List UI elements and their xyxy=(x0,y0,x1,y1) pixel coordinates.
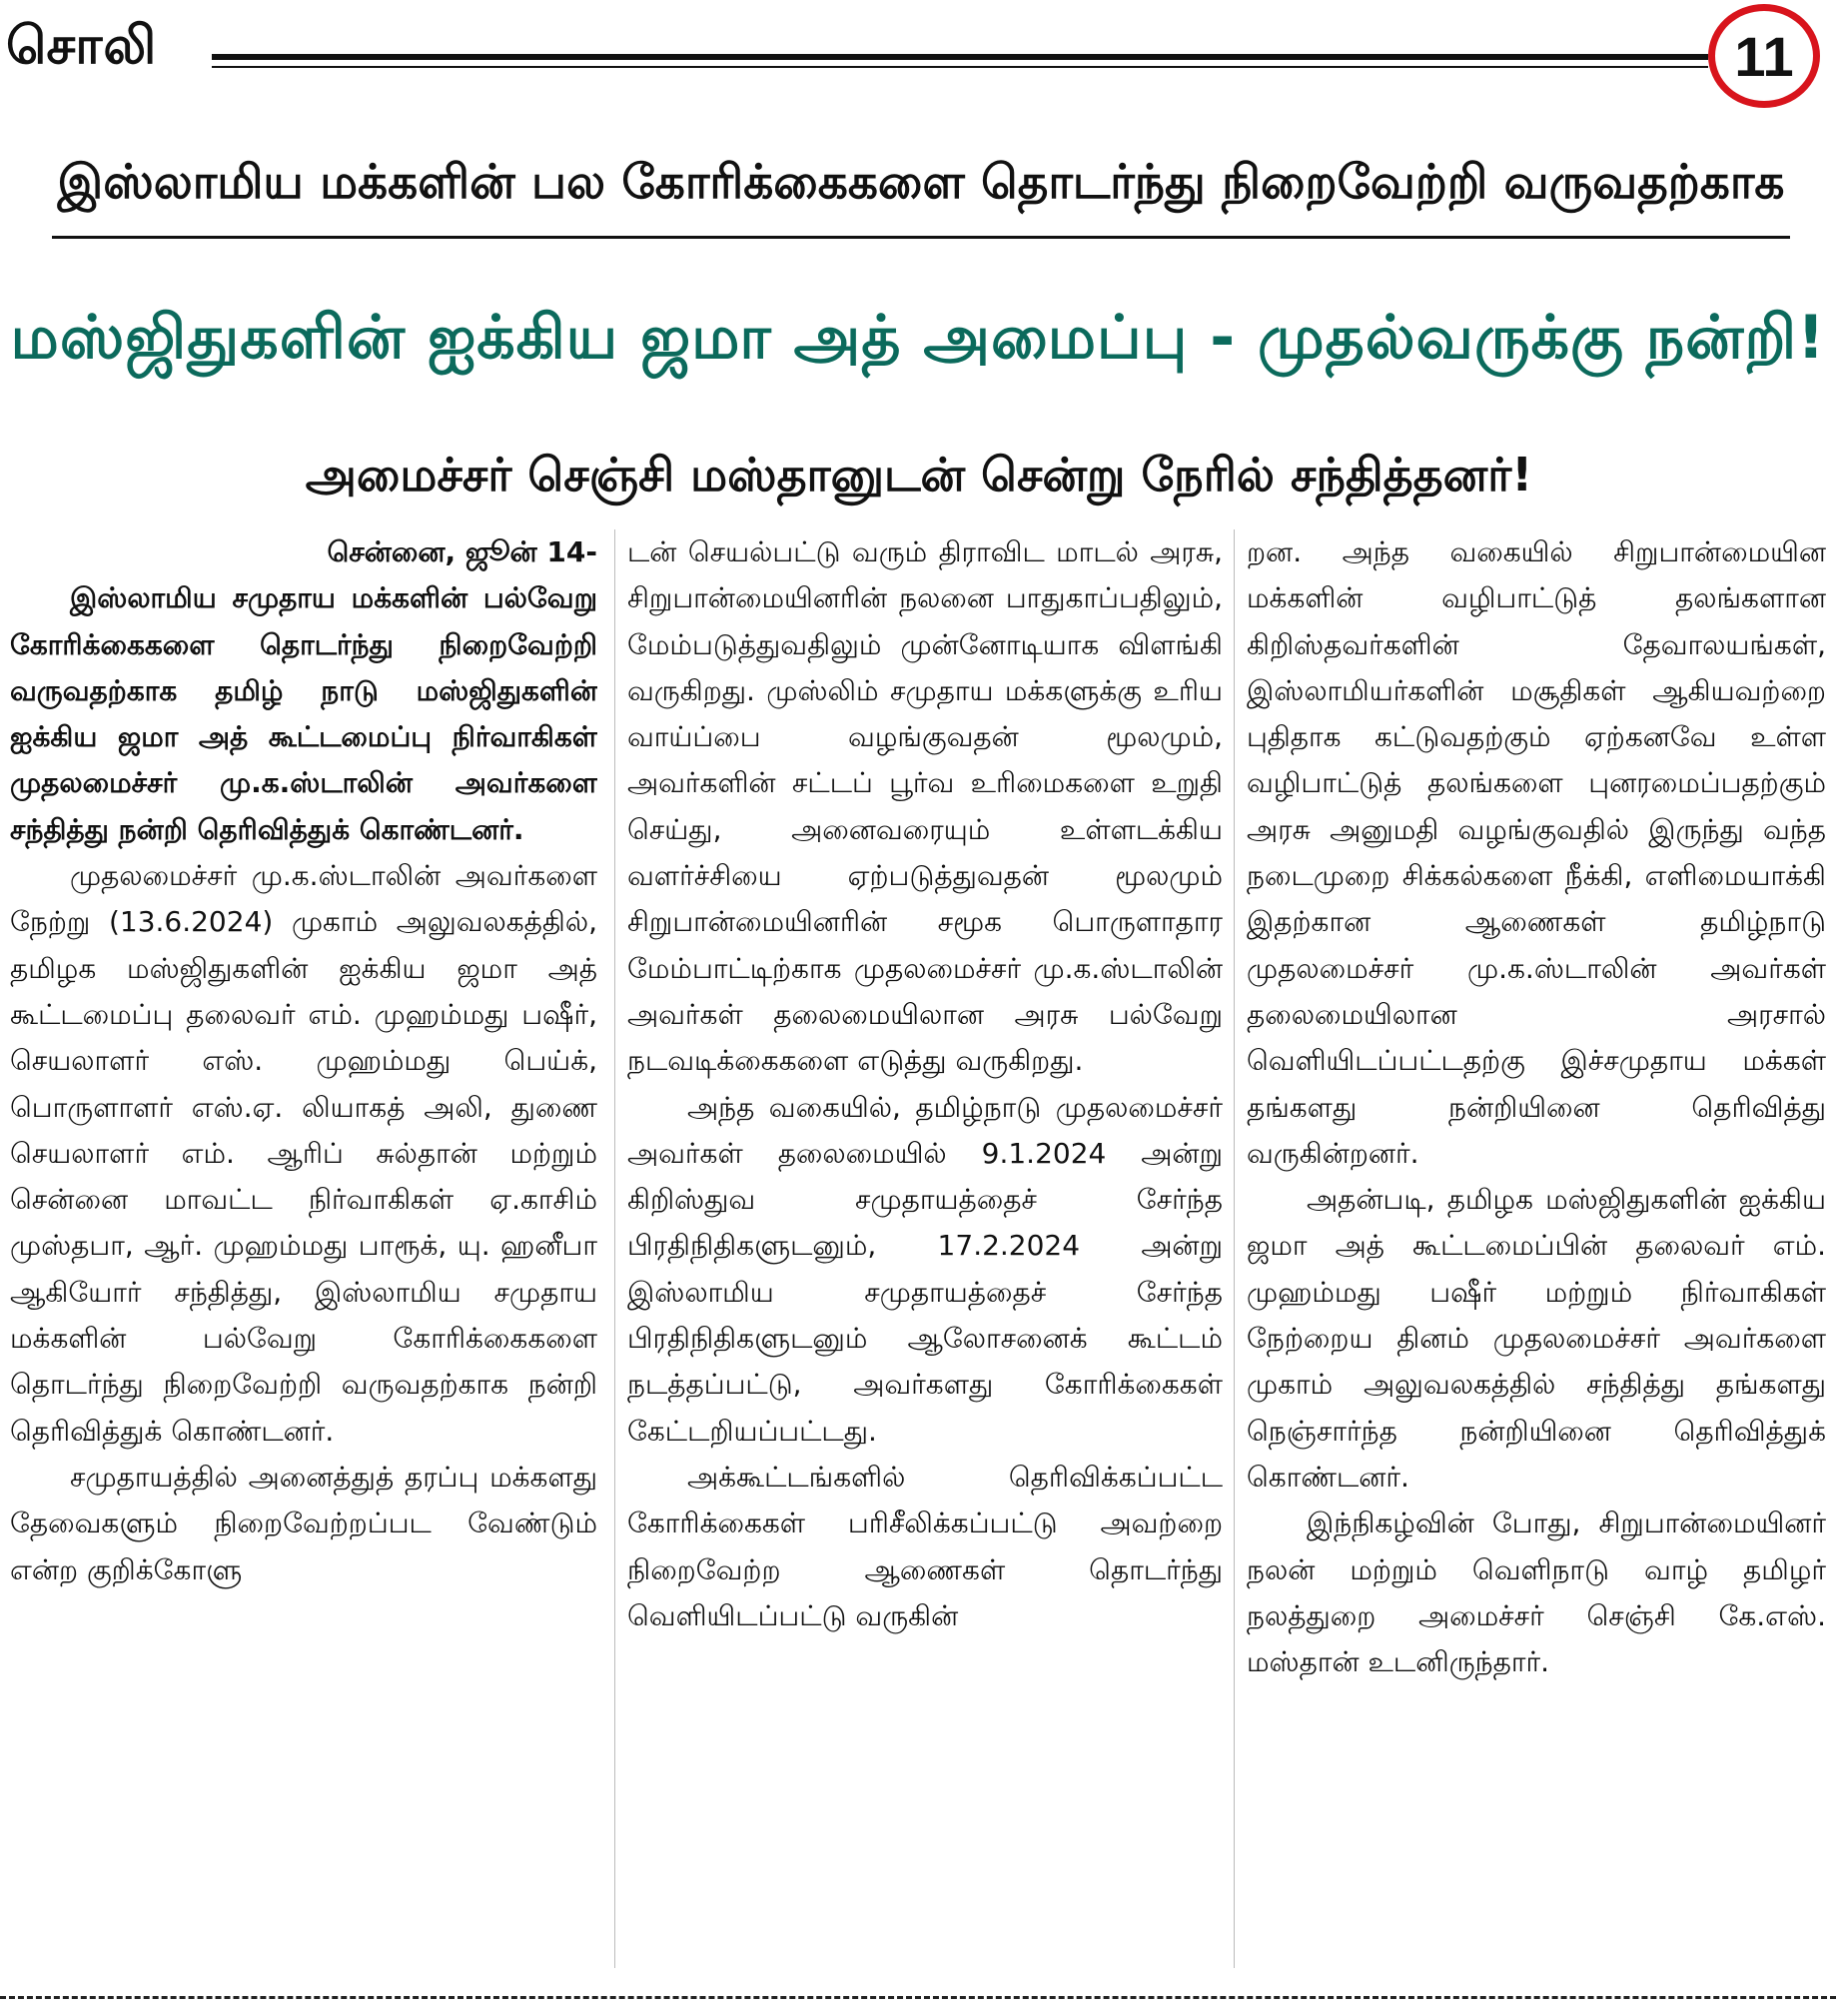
masthead xyxy=(0,0,1836,120)
kicker-divider xyxy=(52,236,1790,239)
column-divider xyxy=(614,529,615,1968)
article-headline: மஸ்ஜிதுகளின் ஐக்கிய ஜமா அத் அமைப்பு - முதல்வருக்கு நன்றி! xyxy=(10,303,1826,373)
lead-paragraph: இஸ்லாமிய சமுதாய மக்களின் பல்வேறு கோரிக்கைகளை தொடர்ந்து நிறைவேற்றி வருவதற்காக தமிழ் நாடு மஸ்ஜிதுகளின் ஐக்கிய ஜமா அத் கூட்டமைப்பு நிர்வாகிகள் முதலமைச்சர் மு.க.ஸ்டாலின் அவர்களை சந்தித்து நன்றி தெரிவித்துக் கொண்டனர். xyxy=(10,581,597,846)
body-paragraph: றன. அந்த வகையில் சிறுபான்மையின மக்களின் வழிபாட்டுத் தலங்களான கிறிஸ்தவர்களின் தேவாலயங்கள், இஸ்லாமியர்களின் மசூதிகள் ஆகியவற்றை புதிதாக கட்டுவதற்கும் ஏற்கனவே உள்ள வழிபாட்டுத் தலங்களை புனரமைப்பதற்கும் அரசு அனுமதி வழங்குவதில் இருந்து வந்த நடைமுறை சிக்கல்களை நீக்கி, எளிமையாக்கி இதற்கான ஆணைகள் தமிழ்நாடு முதலமைச்சர் மு.க.ஸ்டாலின் அவர்கள் தலைமையிலான அரசால் வெளியிடப்பட்டதற்கு இச்சமுதாய மக்கள் தங்களது நன்றியினை தெரிவித்து வருகின்றனர். xyxy=(1247,535,1826,1170)
article-column-1 xyxy=(10,529,597,1968)
page-bottom-rule xyxy=(0,1996,1836,1999)
article-body xyxy=(10,529,1826,1968)
article-column-3 xyxy=(1247,529,1826,1968)
article-subheadline: அமைச்சர் செஞ்சி மஸ்தானுடன் சென்று நேரில் சந்தித்தனர்! xyxy=(305,447,1533,502)
dateline: சென்னை, ஜூன் 14- xyxy=(327,535,597,568)
masthead-rule-thin xyxy=(212,66,1708,68)
body-paragraph: அந்த வகையில், தமிழ்நாடு முதலமைச்சர் அவர்கள் தலைமையில் 9.1.2024 அன்று கிறிஸ்துவ சமுதாயத்தைச் சேர்ந்த பிரதிநிதிகளுடனும், 17.2.2024 அன்று இஸ்லாமிய சமுதாயத்தைச் சேர்ந்த பிரதிநிதிகளுடனும் ஆலோசனைக் கூட்டம் நடத்தப்பட்டு, அவர்களது கோரிக்கைகள் கேட்டறியப்பட்டது. xyxy=(627,1090,1223,1448)
newspaper-name: சொலி xyxy=(6,16,158,76)
body-paragraph: அதன்படி, தமிழக மஸ்ஜிதுகளின் ஐக்கிய ஜமா அத் கூட்டமைப்பின் தலைவர் எம். முஹம்மது பஷீர் மற்றும் நிர்வாகிகள் நேற்றைய தினம் முதலமைச்சர் அவர்களை முகாம் அலுவலகத்தில் சந்தித்து தங்களது நெஞ்சார்ந்த நன்றியினை தெரிவித்துக் கொண்டனர். xyxy=(1247,1183,1826,1494)
body-paragraph: டன் செயல்பட்டு வரும் திராவிட மாடல் அரசு, சிறுபான்மையினரின் நலனை பாதுகாப்பதிலும், மேம்படுத்துவதிலும் முன்னோடியாக விளங்கி வருகிறது. முஸ்லிம் சமுதாய மக்களுக்கு உரிய வாய்ப்பை வழங்குவதன் மூலமும், அவர்களின் சட்டப் பூர்வ உரிமைகளை உறுதி செய்து, அனைவரையும் உள்ளடக்கிய வளர்ச்சியை ஏற்படுத்துவதன் மூலமும் சிறுபான்மையினரின் சமூக பொருளாதார மேம்பாட்டிற்காக முதலமைச்சர் மு.க.ஸ்டாலின் அவர்கள் தலைமையிலான அரசு பல்வேறு நடவடிக்கைகளை எடுத்து வருகிறது. xyxy=(627,535,1223,1078)
masthead-rule xyxy=(212,54,1708,60)
article-column-2 xyxy=(627,529,1223,1968)
article-kicker: இஸ்லாமிய மக்களின் பல கோரிக்கைகளை தொடர்ந்து நிறைவேற்றி வருவதற்காக xyxy=(57,154,1785,210)
page-number-badge: 11 xyxy=(1708,4,1820,108)
body-paragraph: இந்நிகழ்வின் போது, சிறுபான்மையினர் நலன் மற்றும் வெளிநாடு வாழ் தமிழர் நலத்துறை அமைச்சர் செஞ்சி கே.எஸ். மஸ்தான் உடனிருந்தார். xyxy=(1247,1507,1826,1679)
body-paragraph: அக்கூட்டங்களில் தெரிவிக்கப்பட்ட கோரிக்கைகள் பரிசீலிக்கப்பட்டு அவற்றை நிறைவேற்ற ஆணைகள் தொடர்ந்து வெளியிடப்பட்டு வருகின் xyxy=(627,1460,1223,1632)
body-paragraph: முதலமைச்சர் மு.க.ஸ்டாலின் அவர்களை நேற்று (13.6.2024) முகாம் அலுவலகத்தில், தமிழக மஸ்ஜிதுகளின் ஐக்கிய ஜமா அத் கூட்டமைப்பு தலைவர் எம். முஹம்மது பஷீர், செயலாளர் எஸ். முஹம்மது பெய்க், பொருளாளர் எஸ்.ஏ. லியாகத் அலி, துணை செயலாளர் எம். ஆரிப் சுல்தான் மற்றும் சென்னை மாவட்ட நிர்வாகிகள் ஏ.காசிம் முஸ்தபா, ஆர். முஹம்மது பாரூக், யு. ஹனீபா ஆகியோர் சந்தித்து, இஸ்லாமிய சமுதாய மக்களின் பல்வேறு கோரிக்கைகளை தொடர்ந்து நிறைவேற்றி வருவதற்காக நன்றி தெரிவித்துக் கொண்டனர். xyxy=(10,859,597,1448)
body-paragraph: சமுதாயத்தில் அனைத்துத் தரப்பு மக்களது தேவைகளும் நிறைவேற்றப்பட வேண்டும் என்ற குறிக்கோளு xyxy=(10,1460,597,1586)
column-divider xyxy=(1234,529,1235,1968)
